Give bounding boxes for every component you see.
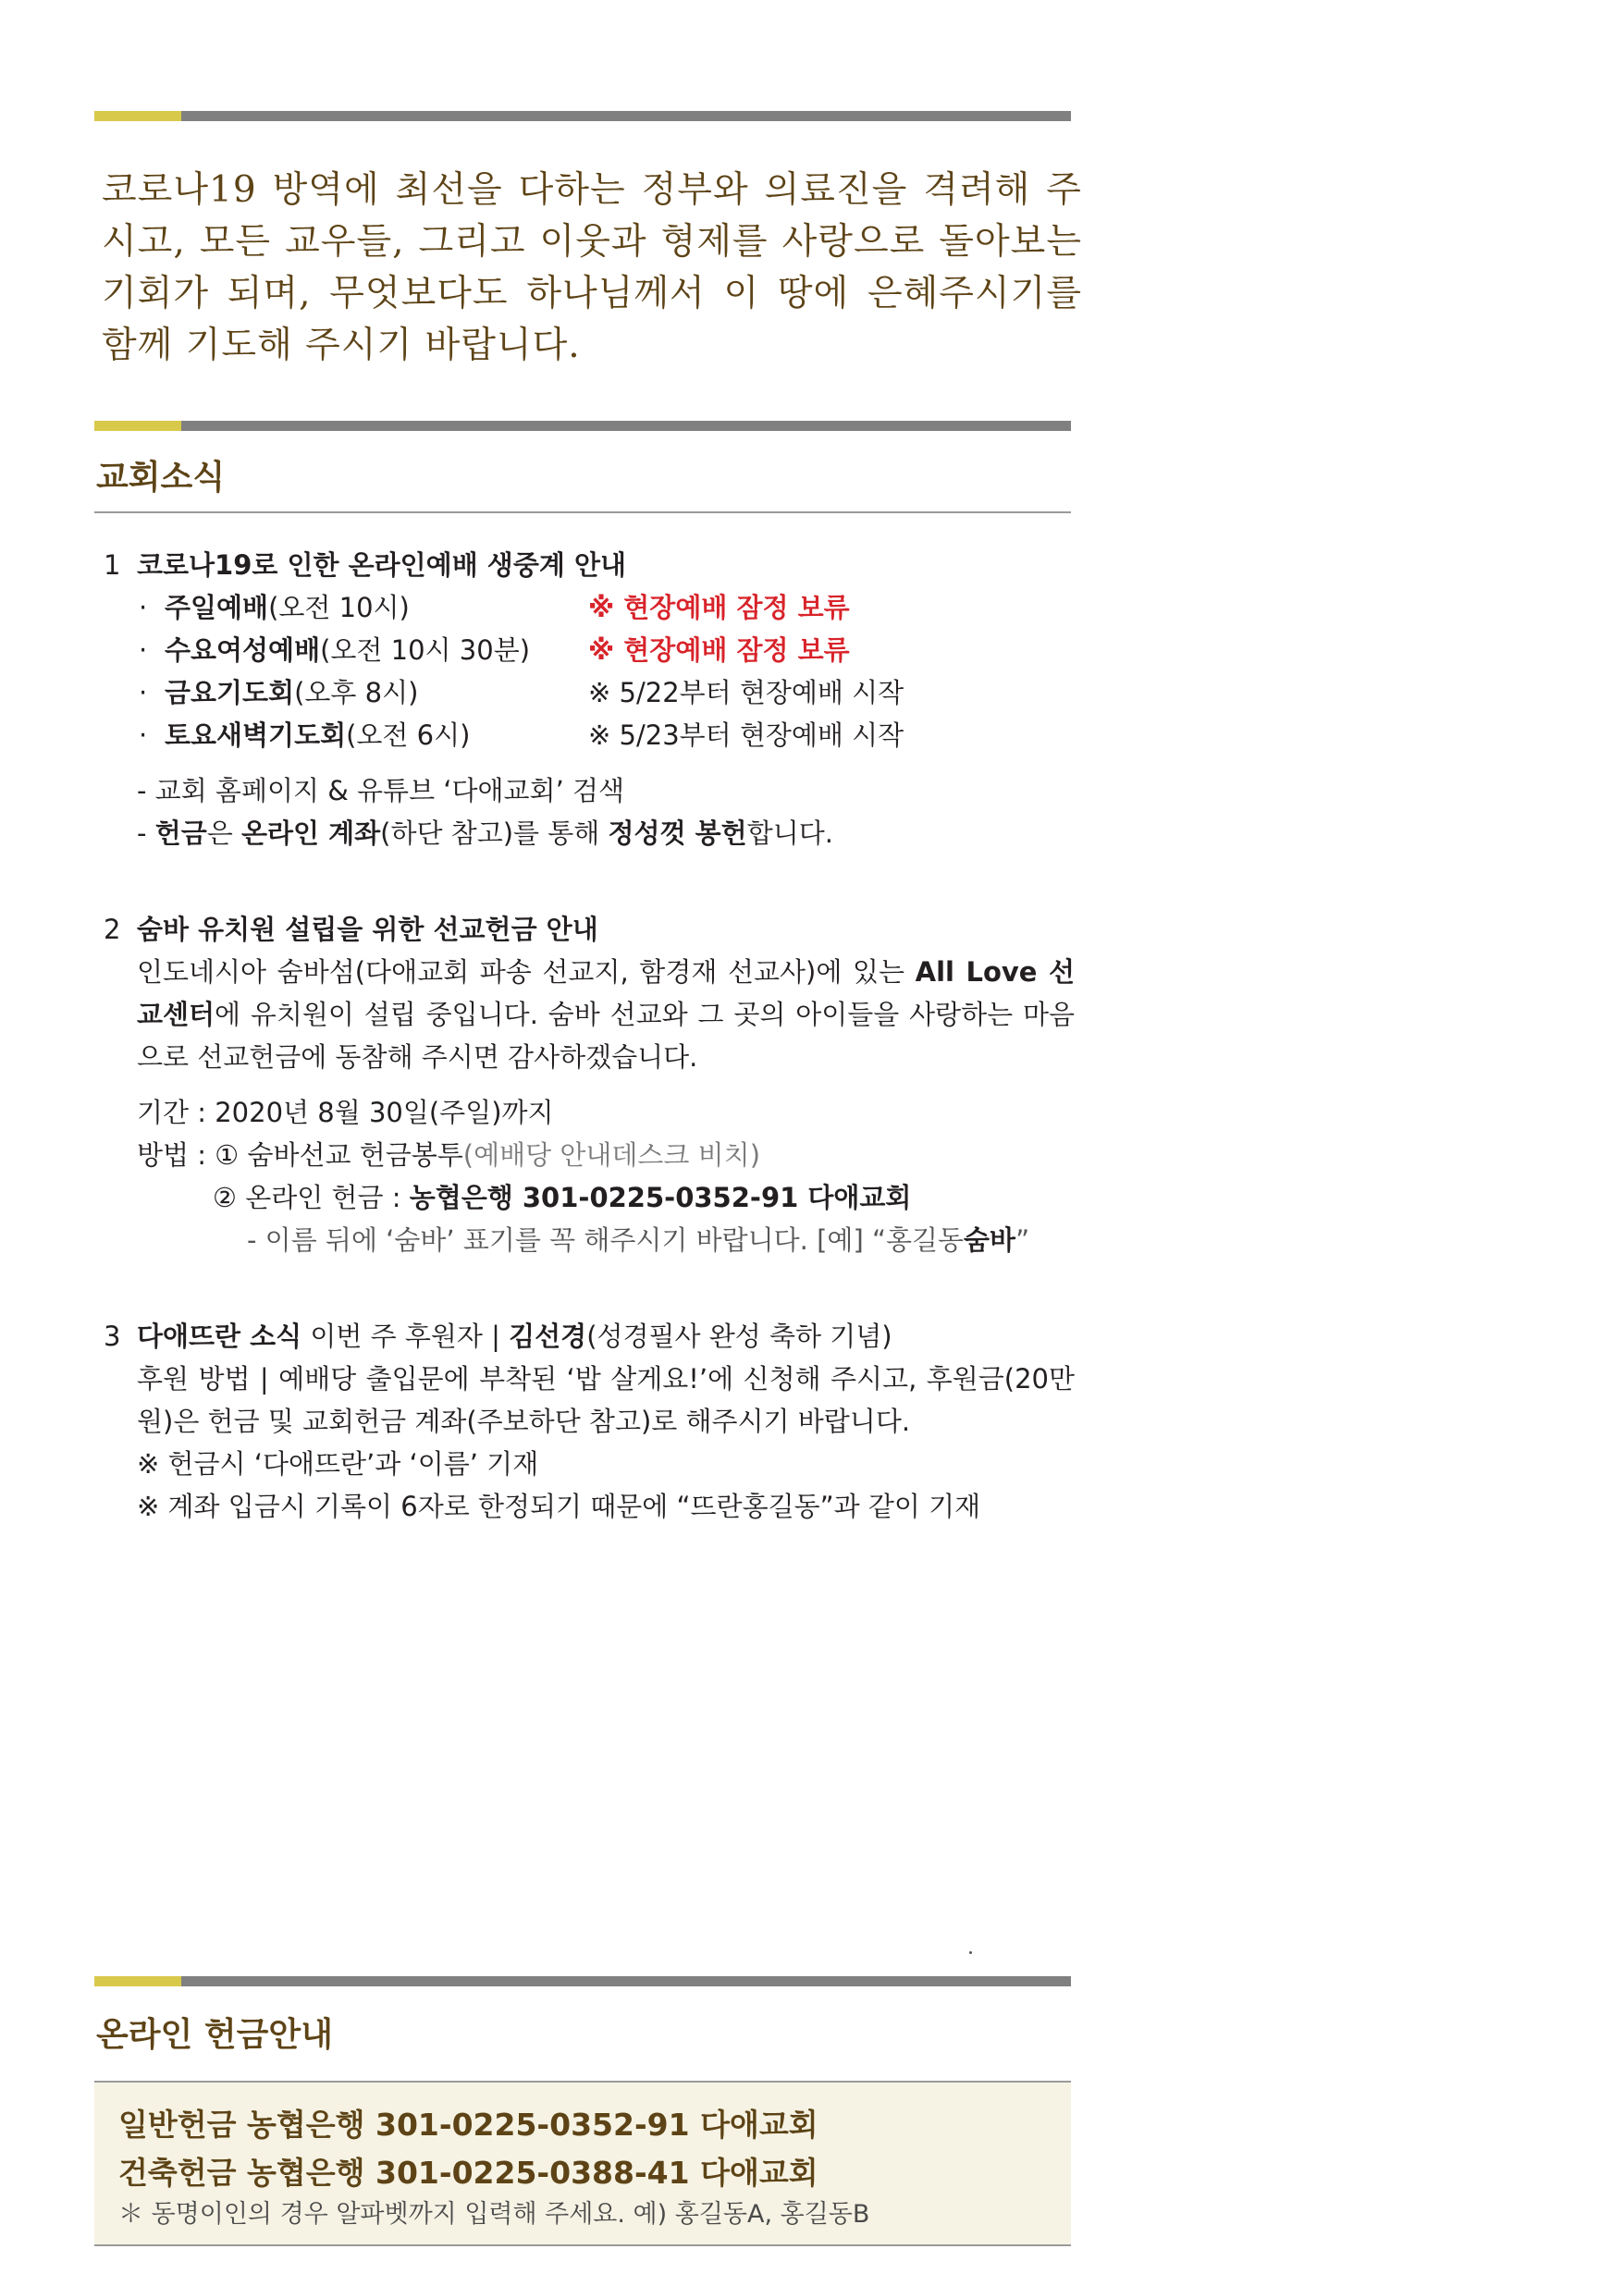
item-title: 숨바 유치원 설립을 위한 선교헌금 안내 (137, 914, 598, 945)
service-name: 금요기도회 (165, 677, 295, 708)
service-name-time (165, 714, 588, 756)
bullet: · (139, 677, 148, 708)
text-bold: 헌금 (154, 817, 207, 849)
service-time: (오전 6시) (346, 719, 471, 751)
item-number: 1 (104, 549, 121, 581)
offering-divider (94, 1976, 1071, 1986)
item-title: 다애뜨란 소식 (137, 1321, 302, 1352)
news-item-sumba-kindergarten (104, 908, 1075, 1261)
church-news (104, 544, 1075, 1528)
service-row (104, 714, 1075, 756)
news-divider (94, 421, 1071, 431)
divider-accent (94, 1976, 181, 1986)
text-bold: 숨바 (964, 1224, 1016, 1256)
offering-note: ＊ 동명이인의 경우 알파벳까지 입력해 주세요. 예) 홍길동A, 홍길동B (118, 2200, 870, 2229)
service-row (104, 671, 1075, 714)
method-1 (104, 1134, 1075, 1176)
stray-dot (969, 1951, 972, 1954)
service-note: ※ 현장예배 잠정 보류 (588, 592, 850, 623)
text-gray: (예배당 안내데스크 비치) (462, 1139, 761, 1171)
text: ” (1015, 1224, 1030, 1256)
text: - 이름 뒤에 ‘숨바’ 표기를 꼭 해주시기 바랍니다. [예] “홍길동 (247, 1224, 965, 1256)
item-number: 3 (104, 1321, 121, 1352)
text: 에 유치원이 설립 중입니다. 숨바 선교와 그 곳의 아이들을 사랑하는 마음으로 선교헌금에 동참해 주시면 감사하겠습니다. (137, 999, 1075, 1073)
text: 인도네시아 숨바섬(다애교회 파송 선교지, 함경재 선교사)에 있는 (137, 956, 916, 988)
service-row (104, 629, 1075, 671)
service-name-time (165, 586, 588, 629)
item-note: ※ 헌금시 ‘다애뜨란’과 ‘이름’ 기재 (137, 1448, 539, 1480)
service-name: 수요여성예배 (165, 634, 321, 666)
item-heading (104, 908, 1075, 951)
service-name: 주일예배 (165, 592, 269, 623)
sponsor-reason: (성경필사 완성 축하 기념) (586, 1321, 892, 1352)
sponsor-name: 김선경 (509, 1321, 587, 1352)
service-note: ※ 5/23부터 현장예배 시작 (588, 719, 904, 751)
service-note: ※ 현장예배 잠정 보류 (588, 634, 850, 666)
service-name: 토요새벽기도회 (165, 719, 347, 751)
text-bold: All Love 선교센터 (137, 956, 1075, 1030)
period: 기간 : 2020년 8월 30일(주일)까지 (137, 1097, 554, 1128)
offering-note (104, 812, 1075, 854)
service-name-time (165, 671, 588, 714)
service-time: (오후 8시) (294, 677, 419, 708)
service-name-time (165, 629, 588, 671)
sponsor-label: 이번 주 후원자 | (301, 1321, 510, 1352)
news-item-online-worship (104, 544, 1075, 854)
text: ② 온라인 헌금 : (213, 1182, 410, 1213)
text-bold: 온라인 계좌 (240, 817, 381, 849)
bullet: · (139, 634, 148, 666)
text: 합니다. (746, 817, 833, 849)
service-row (104, 586, 1075, 629)
general-offering-account: 일반헌금 농협은행 301-0225-0352-91 다애교회 (118, 2107, 818, 2143)
top-divider (94, 111, 1071, 121)
item-note: ※ 계좌 입금시 기록이 6자로 한정되기 때문에 “뜨란홍길동”과 같이 기재 (137, 1491, 981, 1522)
prayer-request-text: 코로나19 방역에 최선을 다하는 정부와 의료진을 격려해 주시고, 모든 교우들, 그리고 이웃과 형제를 사랑으로 돌아보는 기회가 되며, 무엇보다도 하나님께서 이 땅에 은혜주시기를 함께 기도해 주시기 바랍니다. (102, 169, 1082, 366)
building-offering-account: 건축헌금 농협은행 301-0225-0388-41 다애교회 (118, 2155, 818, 2191)
offering-section-title: 온라인 헌금안내 (96, 2016, 333, 2054)
divider-accent (94, 421, 181, 431)
service-time: (오전 10시) (268, 592, 410, 623)
news-item-daeatran (104, 1315, 1075, 1528)
text: 은 (206, 817, 241, 849)
offering-info-box (94, 2081, 1071, 2246)
service-note: ※ 5/22부터 현장예배 시작 (588, 677, 904, 708)
divider-accent (94, 111, 181, 121)
bullet: · (139, 592, 148, 623)
item-number: 2 (104, 914, 121, 945)
text: - (137, 817, 155, 849)
item-description: 후원 방법 | 예배당 출입문에 부착된 ‘밥 살게요!’에 신청해 주시고, 후원금(20만원)은 헌금 및 교회헌금 계좌(주보하단 참고)로 해주시기 바랍니다. (137, 1363, 1075, 1437)
item-description (104, 951, 1075, 1078)
news-section-title: 교회소식 (96, 459, 226, 497)
bank-account: 농협은행 301-0225-0352-91 다애교회 (409, 1182, 912, 1213)
method-2 (104, 1176, 1075, 1219)
homepage-youtube-note: - 교회 홈페이지 & 유튜브 ‘다애교회’ 검색 (137, 775, 625, 806)
item-title: 코로나19로 인한 온라인예배 생중계 안내 (137, 549, 626, 581)
text: (하단 참고)를 통해 (380, 817, 609, 849)
service-time: (오전 10시 30분) (320, 634, 531, 666)
text: 방법 : ① 숨바선교 헌금봉투 (137, 1139, 463, 1171)
text-bold: 정성껏 봉헌 (608, 817, 747, 849)
method-3 (104, 1219, 1075, 1261)
item-heading (104, 544, 1075, 586)
item-heading (104, 1315, 1075, 1358)
news-title-underline (94, 511, 1071, 513)
bullet: · (139, 719, 148, 751)
